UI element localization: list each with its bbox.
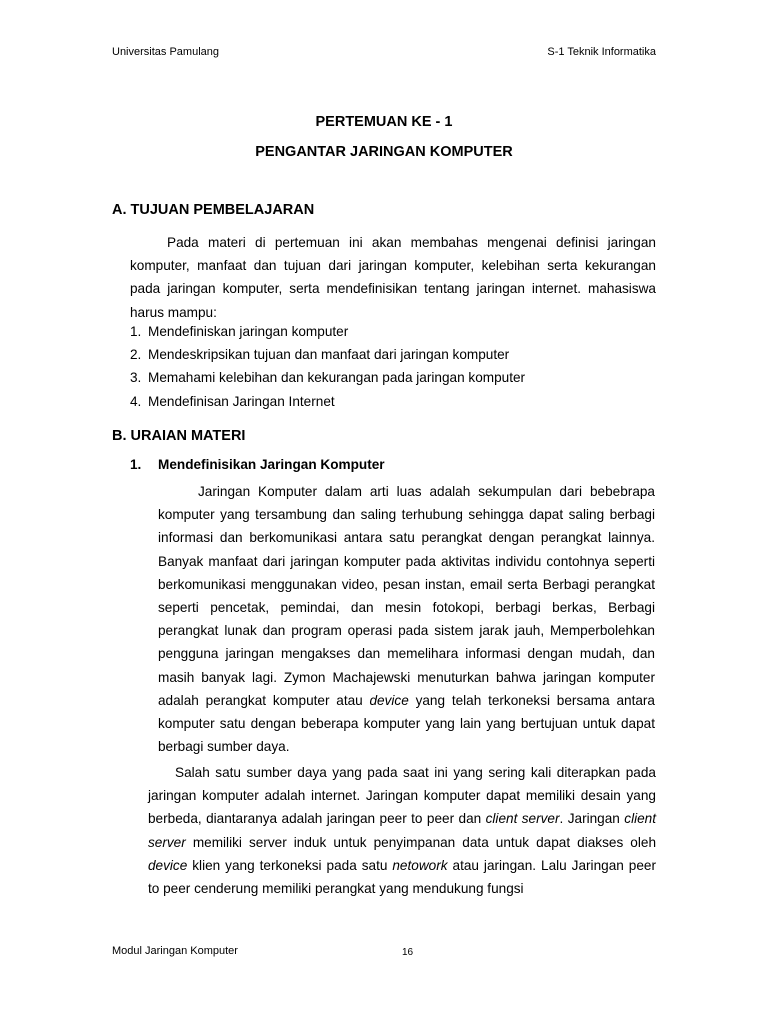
subsection-1-heading: 1. Mendefinisikan Jaringan Komputer	[130, 457, 385, 472]
section-b-paragraph-2: Salah satu sumber daya yang pada saat ini yang sering kali diterapkan pada jaringan komputer adalah internet. Jaringan komputer dapat memiliki desain yang berbeda, diantaranya adalah jaringan peer to peer dan client server. Jaringan client server memiliki server induk untuk penyimpanan data untuk dapat diakses oleh device klien yang terkoneksi pada satu netowork atau jaringan. Lalu Jaringan peer to peer cenderung memiliki perangkat yang mendukung fungsi	[148, 765, 657, 897]
section-a-paragraph: Pada materi di pertemuan ini akan membahas mengenai definisi jaringan komputer, manfaat dan tujuan dari jaringan komputer, kelebihan serta kekurangan pada jaringan komputer, serta mendefinisikan tentang jaringan internet. mahasiswa harus mampu:	[130, 235, 656, 320]
page-title: PERTEMUAN KE - 1	[315, 114, 453, 130]
section-b-heading: B. URAIAN MATERI	[112, 428, 246, 444]
list-item: 4. Mendefinisan Jaringan Internet	[130, 393, 335, 409]
list-item: 2. Mendeskripsikan tujuan dan manfaat dari jaringan komputer	[130, 347, 510, 363]
objectives-list	[130, 320, 525, 413]
page-footer-left: Modul Jaringan Komputer	[112, 945, 238, 957]
page-header-right: S-1 Teknik Informatika	[547, 46, 656, 58]
page-subtitle: PENGANTAR JARINGAN KOMPUTER	[255, 144, 513, 160]
list-item: 3. Memahami kelebihan dan kekurangan pada jaringan komputer	[130, 370, 526, 386]
section-b-paragraph-1: Jaringan Komputer dalam arti luas adalah sekumpulan dari bebebrapa komputer yang tersambung dan saling terhubung sehingga dapat saling berbagi informasi dan berkomunikasi antara satu perangkat dengan perangkat lainnya. Banyak manfaat dari jaringan komputer pada aktivitas individu contohnya seperti berkomunikasi menggunakan video, pesan instan, email serta Berbagi perangkat seperti pencetak, pemindai, dan mesin fotokopi, berbagi berkas, Berbagi perangkat lunak dan program operasi pada sistem jarak jauh, Memperbolehkan pengguna jaringan mengakses dan memelihara informasi dengan mudah, dan masih banyak lagi. Zymon Machajewski menuturkan bahwa jaringan komputer adalah perangkat komputer atau device yang telah terkoneksi bersama antara komputer satu dengan beberapa komputer yang lain yang bertujuan untuk dapat berbagi sumber daya.	[158, 484, 655, 755]
list-item: 1. Mendefiniskan jaringan komputer	[130, 324, 349, 339]
section-a-heading: A. TUJUAN PEMBELAJARAN	[112, 202, 315, 218]
page-header-left: Universitas Pamulang	[112, 46, 219, 58]
page-number: 16	[402, 947, 414, 958]
